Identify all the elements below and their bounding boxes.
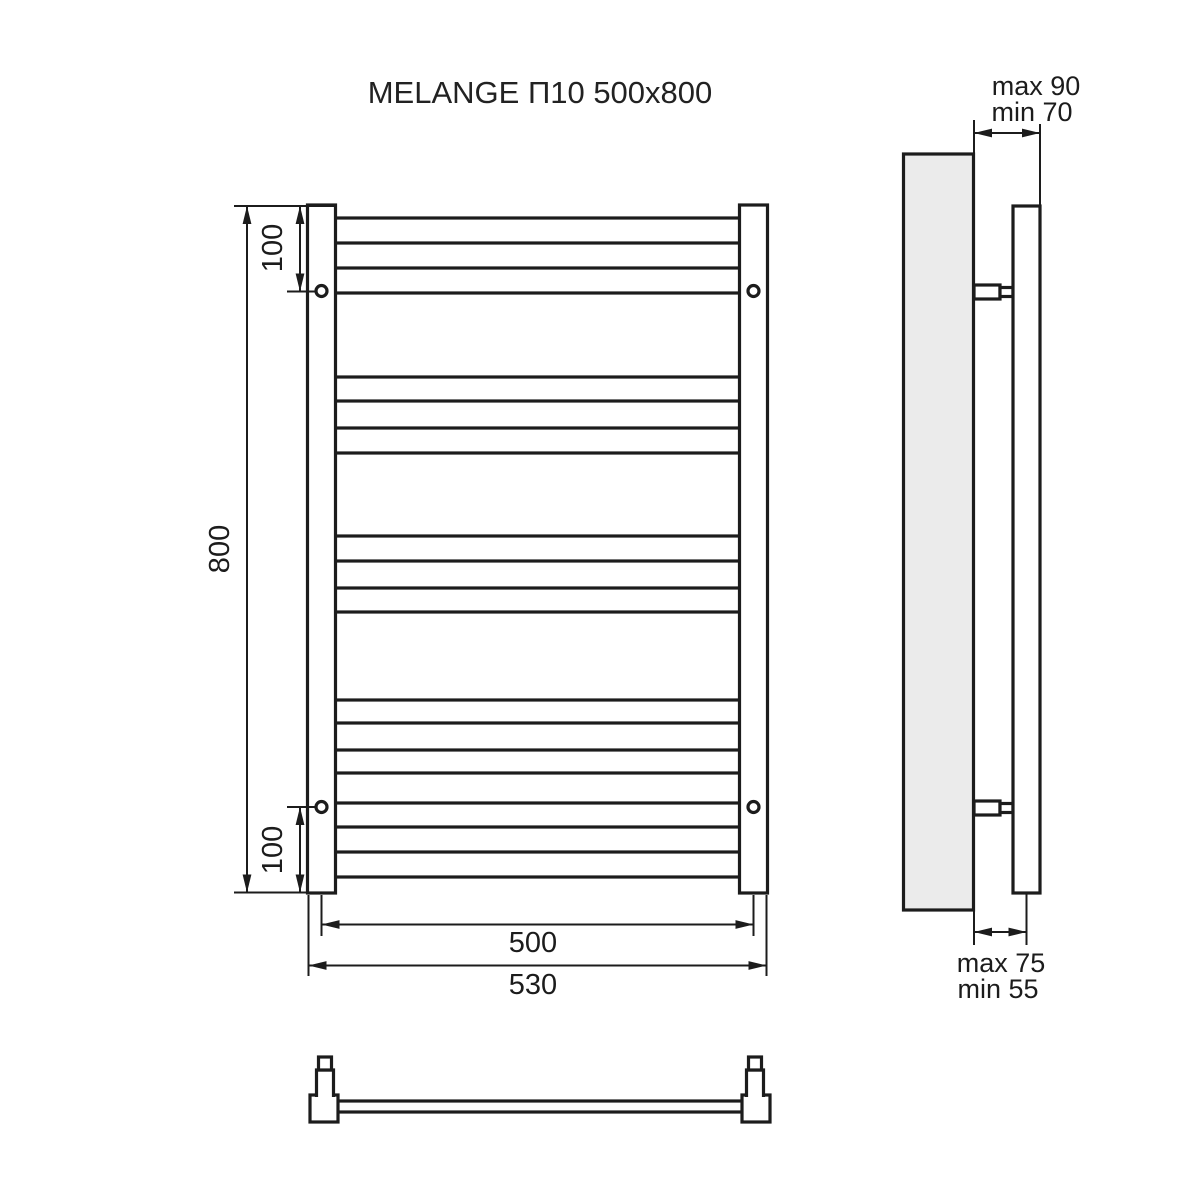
rung: [332, 700, 743, 723]
bottom-view: [310, 1057, 770, 1122]
side-label-bottom-min: min 55: [957, 974, 1039, 1004]
arrowhead: [322, 920, 340, 929]
right-post: [740, 205, 768, 893]
rung: [332, 377, 743, 401]
arrowhead: [296, 274, 305, 292]
arrowhead: [296, 875, 305, 893]
mounting-hole: [316, 802, 327, 813]
arrowhead: [309, 961, 327, 970]
rungs: [332, 218, 743, 877]
top-bracket-neck: [1000, 288, 1013, 297]
side-label-bottom-max: max 75: [956, 948, 1046, 978]
left-post: [308, 205, 336, 893]
mounting-hole: [316, 286, 327, 297]
plan-right-valve: [749, 1057, 762, 1070]
dim-label-100-bottom: 100: [257, 825, 289, 875]
mounting-hole: [748, 286, 759, 297]
arrowhead: [1022, 129, 1040, 138]
rung: [332, 268, 743, 293]
plan-left-stub: [317, 1070, 334, 1097]
rung: [332, 428, 743, 453]
arrowhead: [243, 206, 252, 224]
arrowhead: [974, 928, 992, 937]
dim-label-100-top: 100: [257, 223, 289, 273]
arrowhead: [974, 129, 992, 138]
plan-right-stub: [747, 1070, 764, 1097]
bottom-bracket-neck: [1000, 804, 1013, 813]
arrowhead: [243, 875, 252, 893]
wall-panel: [904, 154, 974, 910]
rung: [332, 750, 743, 773]
rung: [332, 852, 743, 877]
arrowhead: [296, 807, 305, 825]
plan-left-valve: [319, 1057, 332, 1070]
rung: [332, 803, 743, 827]
front-view: [308, 205, 768, 893]
plan-tube: [337, 1101, 743, 1112]
side-view: [904, 154, 1041, 910]
rung: [332, 218, 743, 243]
plan-left-block: [310, 1095, 338, 1122]
arrowhead: [736, 920, 754, 929]
rung: [332, 588, 743, 612]
bottom-bracket-block: [974, 801, 1000, 815]
dim-label-500: 500: [508, 927, 558, 959]
rung: [332, 536, 743, 561]
plan-right-block: [742, 1095, 770, 1122]
arrowhead: [749, 961, 767, 970]
drawing-title: MELANGE П10 500x800: [367, 75, 713, 110]
arrowhead: [296, 206, 305, 224]
side-label-top-max: max 90: [991, 71, 1081, 101]
side-post: [1013, 206, 1040, 893]
top-bracket-block: [974, 285, 1000, 299]
arrowhead: [1009, 928, 1027, 937]
dim-label-530: 530: [508, 969, 558, 1001]
mounting-hole: [748, 802, 759, 813]
side-label-top-min: min 70: [991, 97, 1073, 127]
dim-label-800: 800: [204, 524, 236, 574]
